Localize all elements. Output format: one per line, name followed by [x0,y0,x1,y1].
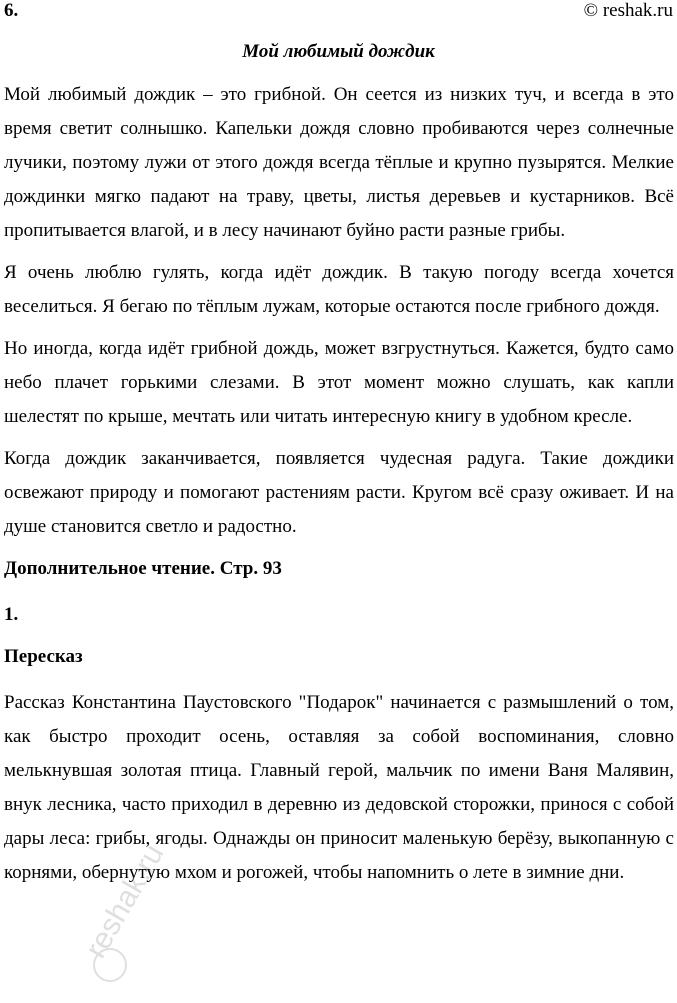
watermark-text: reshak.ru [79,838,171,964]
essay-paragraph: Мой любимый дождик – это грибной. Он сеется из низких туч, и всегда в это время светит солнышко. Капельки дождя словно пробиваются через солнечные лучики, поэтому лужи от этого дождя всегда тёплые и крупно пузырятся. Мелкие дождинки мягко падают на траву, цветы, листья деревьев и кустарников. Всё пропитывается влагой, и в лесу начинают буйно расти разные грибы. [4,84,674,241]
essay-paragraph: Но иногда, когда идёт грибной дождь, может взгрустнуться. Кажется, будто само небо плачет горькими слезами. В этот момент можно слушать, как капли шелестят по крыше, мечтать или читать интересную книгу в удобном кресле. [4,338,674,427]
section-heading: Дополнительное чтение. Стр. 93 [4,558,282,579]
exercise-number: 6. [4,0,19,21]
essay-title: Мой любимый дождик [242,41,435,62]
essay-paragraph: Я очень люблю гулять, когда идёт дождик. В такую погоду всегда хочется веселиться. Я бегаю по тёплым лужам, которые остаются после грибного дождя. [4,262,674,317]
section-subheading: Пересказ [4,646,83,667]
site-copyright: © reshak.ru [583,0,673,21]
retelling-paragraph: Рассказ Константина Паустовского "Подарок" начинается с размышлений о том, как быстро проходит осень, оставляя за собой воспоминания, словно мелькнувшая золотая птица. Главный герой, мальчик по имени Ваня Малявин, внук лесника, часто приходил в деревню из дедовской сторожки, принося с собой дары леса: грибы, ягоды. Однажды он приносит маленькую берёзу, выкопанную с корнями, обернутую мхом и рогожей, чтобы напомнить о лете в зимние дни. [4,692,674,883]
essay-paragraph: Когда дождик заканчивается, появляется чудесная радуга. Такие дождики освежают природу и помогают растениям расти. Кругом всё сразу оживает. И на душе становится светло и радостно. [4,448,674,537]
document-body [4,78,674,898]
item-number: 1. [4,604,19,625]
